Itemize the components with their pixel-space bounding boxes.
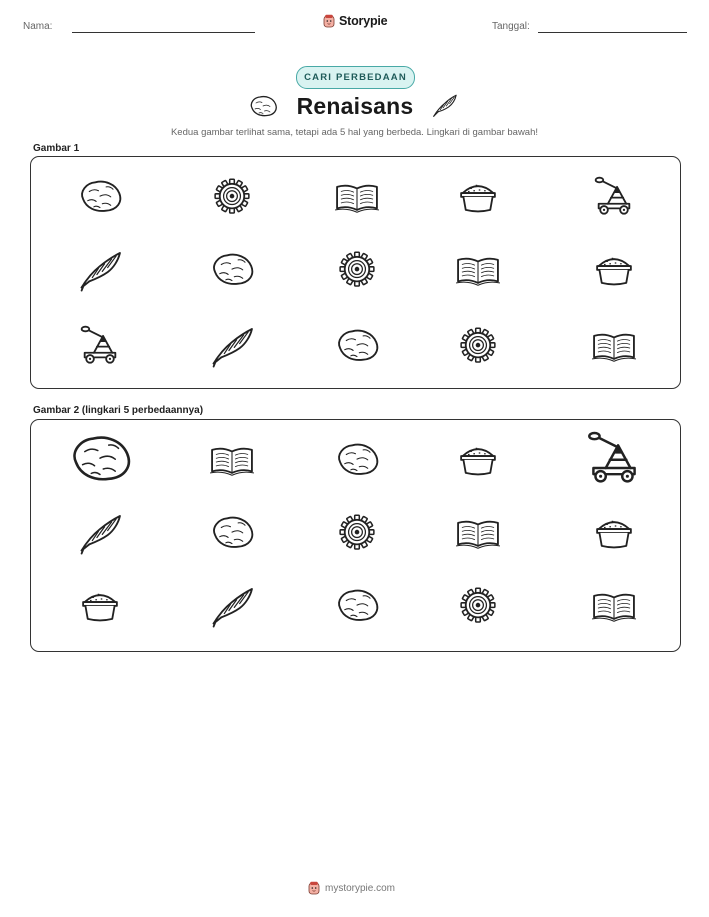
catapult-icon	[591, 177, 637, 220]
feather-wing-icon	[430, 92, 458, 120]
rock-icon[interactable]	[209, 513, 255, 556]
book-icon	[455, 250, 501, 293]
book-icon[interactable]	[209, 440, 255, 483]
rock-icon	[77, 177, 123, 220]
rock-icon	[248, 94, 278, 118]
bowl-icon[interactable]	[77, 586, 123, 629]
worksheet-type-badge: CARI PERBEDAAN	[296, 66, 415, 89]
bowl-icon[interactable]	[455, 440, 501, 483]
book-icon[interactable]	[455, 513, 501, 556]
instructions-text: Kedua gambar terlihat sama, tetapi ada 5 hal yang berbeda. Lingkari di gambar bawah!	[170, 127, 539, 138]
rock-icon[interactable]	[334, 440, 380, 483]
bowl-icon	[455, 177, 501, 220]
date-line[interactable]	[538, 32, 687, 33]
rock-icon[interactable]	[334, 586, 380, 629]
wing-icon	[77, 250, 123, 293]
wing-icon[interactable]	[209, 586, 255, 629]
gear-icon[interactable]	[455, 586, 501, 629]
book-icon	[591, 326, 637, 369]
catapult-icon[interactable]	[583, 433, 645, 489]
panel-1-label: Gambar 1	[33, 143, 80, 154]
gear-icon	[334, 250, 380, 293]
wing-icon[interactable]	[77, 513, 123, 556]
book-icon[interactable]	[591, 586, 637, 629]
bowl-icon	[591, 250, 637, 293]
storypie-mascot-icon	[323, 14, 335, 28]
gear-icon	[455, 326, 501, 369]
worksheet-title: Renaisans	[296, 93, 414, 119]
footer	[308, 881, 395, 895]
brand-name: Storypie	[339, 14, 388, 28]
rock-icon[interactable]	[67, 432, 133, 491]
storypie-logo	[323, 14, 387, 28]
wing-icon	[209, 326, 255, 369]
bowl-icon[interactable]	[591, 513, 637, 556]
gear-icon[interactable]	[334, 513, 380, 556]
date-label: Tanggal:	[492, 21, 530, 32]
panel-2-label: Gambar 2 (lingkari 5 perbedaannya)	[33, 405, 204, 416]
rock-icon	[209, 250, 255, 293]
footer-url: mystorypie.com	[325, 882, 396, 894]
name-label: Nama:	[23, 21, 53, 32]
catapult-icon	[77, 326, 123, 369]
book-icon	[334, 177, 380, 220]
storypie-mascot-icon	[308, 881, 320, 895]
gear-icon	[209, 177, 255, 220]
rock-icon	[334, 326, 380, 369]
name-line[interactable]	[72, 32, 255, 33]
